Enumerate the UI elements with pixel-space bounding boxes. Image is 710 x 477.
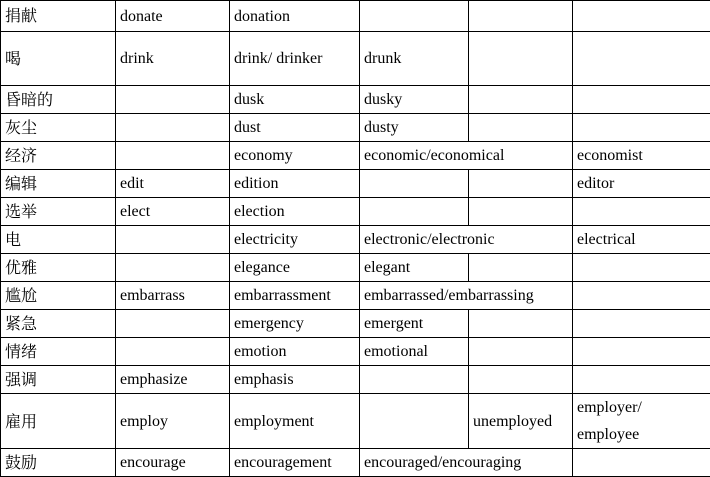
person-cell (573, 114, 710, 142)
person-cell: editor (573, 170, 710, 198)
verb-cell (116, 142, 230, 170)
negative-cell (469, 254, 573, 282)
adjective-cell: emotional (360, 338, 469, 366)
negative-cell (469, 86, 573, 114)
table-row (1, 310, 710, 338)
table-row (1, 366, 710, 394)
verb-cell (116, 114, 230, 142)
chinese-cell: 灰尘 (1, 114, 116, 142)
noun-cell: economy (230, 142, 360, 170)
chinese-cell: 雇用 (1, 394, 116, 449)
chinese-cell: 强调 (1, 366, 116, 394)
table-row (1, 142, 710, 170)
verb-cell: elect (116, 198, 230, 226)
noun-cell: emphasis (230, 366, 360, 394)
table-row (1, 449, 710, 477)
verb-cell (116, 310, 230, 338)
verb-cell: edit (116, 170, 230, 198)
negative-cell (469, 32, 573, 86)
chinese-cell: 鼓励 (1, 449, 116, 477)
person-cell (573, 366, 710, 394)
person-cell (573, 310, 710, 338)
person-cell (573, 254, 710, 282)
chinese-cell: 昏暗的 (1, 86, 116, 114)
adjective-cell: embarrassed/embarrassing (360, 282, 573, 310)
person-cell (573, 338, 710, 366)
noun-cell: electricity (230, 226, 360, 254)
person-cell: economist (573, 142, 710, 170)
table-row (1, 394, 710, 449)
adjective-cell: elegant (360, 254, 469, 282)
table-row (1, 282, 710, 310)
verb-cell: employ (116, 394, 230, 449)
adjective-cell (360, 366, 469, 394)
verb-cell (116, 226, 230, 254)
table-row (1, 226, 710, 254)
negative-cell: unemployed (469, 394, 573, 449)
noun-cell: dusk (230, 86, 360, 114)
negative-cell (469, 198, 573, 226)
chinese-cell: 喝 (1, 32, 116, 86)
verb-cell: emphasize (116, 366, 230, 394)
noun-cell: embarrassment (230, 282, 360, 310)
noun-cell: edition (230, 170, 360, 198)
chinese-cell: 电 (1, 226, 116, 254)
verb-cell: encourage (116, 449, 230, 477)
adjective-cell: dusky (360, 86, 469, 114)
chinese-cell: 选举 (1, 198, 116, 226)
adjective-cell: dusty (360, 114, 469, 142)
verb-cell: embarrass (116, 282, 230, 310)
person-cell (573, 198, 710, 226)
chinese-cell: 情绪 (1, 338, 116, 366)
verb-cell: drink (116, 32, 230, 86)
noun-cell: dust (230, 114, 360, 142)
table-row (1, 1, 710, 32)
chinese-cell: 编辑 (1, 170, 116, 198)
noun-cell: emergency (230, 310, 360, 338)
person-cell (573, 32, 710, 86)
table-row (1, 338, 710, 366)
negative-cell (469, 1, 573, 32)
chinese-cell: 经济 (1, 142, 116, 170)
chinese-cell: 捐献 (1, 1, 116, 32)
negative-cell (469, 338, 573, 366)
adjective-cell (360, 1, 469, 32)
table-row (1, 32, 710, 86)
adjective-cell (360, 198, 469, 226)
person-cell: employer/ employee (573, 394, 710, 449)
negative-cell (469, 114, 573, 142)
table-row (1, 86, 710, 114)
noun-cell: election (230, 198, 360, 226)
noun-cell: drink/ drinker (230, 32, 360, 86)
table-row (1, 254, 710, 282)
table-row (1, 114, 710, 142)
noun-cell: emotion (230, 338, 360, 366)
negative-cell (469, 170, 573, 198)
adjective-cell: electronic/electronic (360, 226, 573, 254)
adjective-cell (360, 394, 469, 449)
table-row (1, 198, 710, 226)
person-cell (573, 86, 710, 114)
verb-cell (116, 254, 230, 282)
noun-cell: encouragement (230, 449, 360, 477)
adjective-cell: drunk (360, 32, 469, 86)
chinese-cell: 紧急 (1, 310, 116, 338)
table-row (1, 170, 710, 198)
person-cell: electrical (573, 226, 710, 254)
person-cell (573, 282, 710, 310)
chinese-cell: 尴尬 (1, 282, 116, 310)
verb-cell (116, 338, 230, 366)
chinese-cell: 优雅 (1, 254, 116, 282)
verb-cell: donate (116, 1, 230, 32)
adjective-cell: emergent (360, 310, 469, 338)
verb-cell (116, 86, 230, 114)
person-cell (573, 449, 710, 477)
noun-cell: donation (230, 1, 360, 32)
adjective-cell (360, 170, 469, 198)
person-cell (573, 1, 710, 32)
noun-cell: employment (230, 394, 360, 449)
adjective-cell: economic/economical (360, 142, 573, 170)
noun-cell: elegance (230, 254, 360, 282)
negative-cell (469, 366, 573, 394)
adjective-cell: encouraged/encouraging (360, 449, 573, 477)
negative-cell (469, 310, 573, 338)
